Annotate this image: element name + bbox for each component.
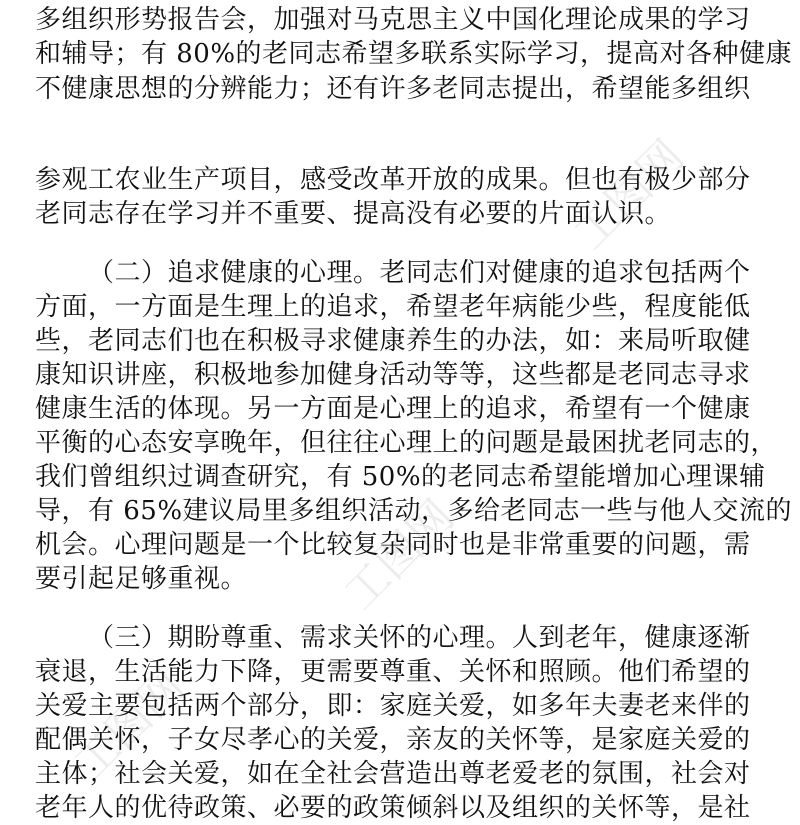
text-line: 关爱主要包括两个部分，即：家庭关爱，如多年夫妻老来伴的 bbox=[35, 691, 751, 721]
text-line: 和辅导；有 80%的老同志希望多联系实际学习，提高对各种健康 bbox=[35, 39, 793, 69]
text-line: 康知识讲座，积极地参加健身活动等等，这些都是老同志寻求 bbox=[35, 360, 751, 390]
text-line: 老同志存在学习并不重要、提高没有必要的片面认识。 bbox=[35, 199, 672, 229]
text-line: 多组织形势报告会，加强对马克思主义中国化理论成果的学习 bbox=[35, 5, 751, 35]
text-line: 参观工农业生产项目，感受改革开放的成果。但也有极少部分 bbox=[35, 165, 751, 195]
text-line: 些，老同志们也在积极寻求健康养生的办法，如：来局听取健 bbox=[35, 326, 751, 356]
text-line: 不健康思想的分辨能力；还有许多老同志提出，希望能多组织 bbox=[35, 74, 751, 104]
text-line: 我们曾组织过调查研究，有 50%的老同志希望能增加心理课辅 bbox=[35, 462, 766, 492]
text-line: （三）期盼尊重、需求关怀的心理。人到老年，健康逐渐 bbox=[88, 623, 751, 653]
text-line: 机会。心理问题是一个比较复杂同时也是非常重要的问题，需 bbox=[35, 530, 751, 560]
text-line: 配偶关怀，子女尽孝心的关爱，亲友的关怀等，是家庭关爱的 bbox=[35, 725, 751, 755]
watermark: 工图网 bbox=[64, 660, 194, 790]
text-line: 要引起足够重视。 bbox=[35, 564, 248, 594]
text-line: 健康生活的体现。另一方面是心理上的追求，希望有一个健康 bbox=[35, 394, 751, 424]
text-line: 导，有 65%建议局里多组织活动，多给老同志一些与他人交流的 bbox=[35, 496, 793, 526]
text-line: 平衡的心态安享晚年，但往往心理上的问题是最困扰老同志的， bbox=[35, 428, 778, 458]
text-line: 方面，一方面是生理上的追求，希望老年病能少些，程度能低 bbox=[35, 292, 751, 322]
text-line: 衰退，生活能力下降，更需要尊重、关怀和照顾。他们希望的 bbox=[35, 657, 751, 687]
text-line: 主体；社会关爱，如在全社会营造出尊老爱老的氛围，社会对 bbox=[35, 759, 751, 789]
text-line: （二）追求健康的心理。老同志们对健康的追求包括两个 bbox=[88, 258, 751, 288]
watermark: 工图网 bbox=[334, 490, 464, 620]
text-line: 老年人的优待政策、必要的政策倾斜以及组织的关怀等，是社 bbox=[35, 793, 751, 823]
watermark: 工图网 bbox=[564, 130, 694, 260]
